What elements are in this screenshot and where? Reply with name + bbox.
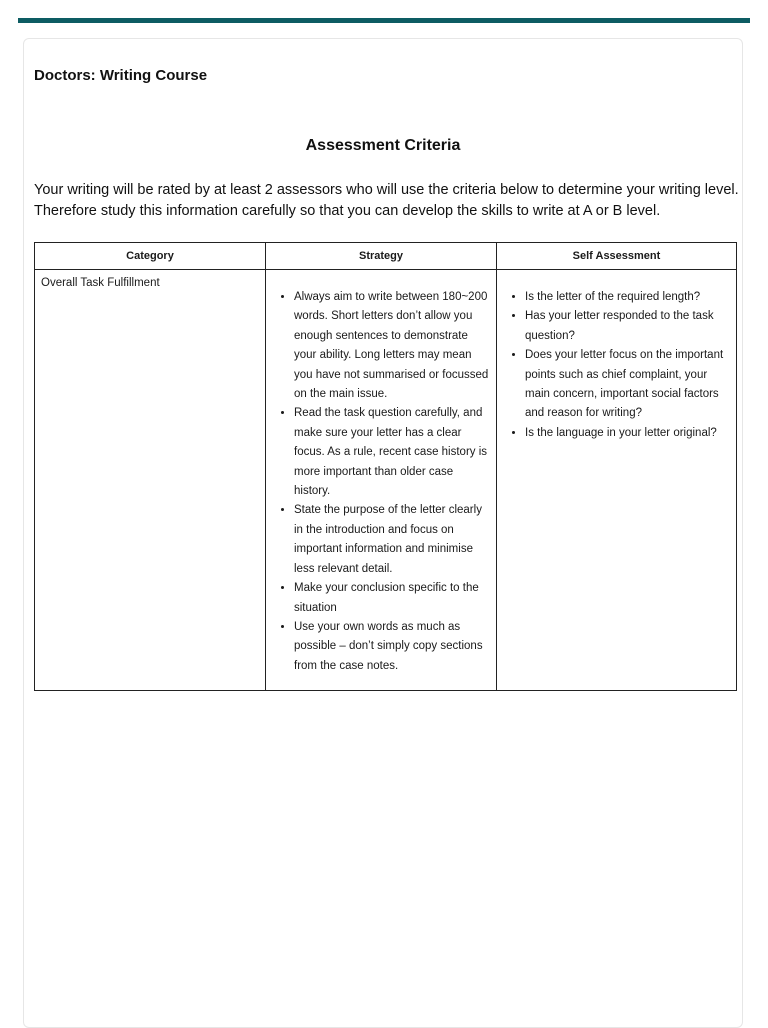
list-item: • Always aim to write between 180~200 words. Short letters don’t allow you enough sentences to demonstrate your ability. Long letters may mean you have not summarised or focussed on the main issue.: [294, 288, 490, 404]
list-item: • Use your own words as much as possible – don’t simply copy sections from the case notes.: [294, 618, 490, 676]
table-header-row: [35, 243, 737, 270]
cell-self-assessment: [497, 270, 737, 691]
list-item: • Make your conclusion specific to the situation: [294, 579, 490, 618]
strategy-list: [272, 288, 490, 676]
header-category: Category: [35, 243, 266, 270]
course-title: Doctors: Writing Course: [34, 67, 208, 84]
cell-strategy: [266, 270, 497, 691]
list-item: • State the purpose of the letter clearly in the introduction and focus on important information and minimise less relevant detail.: [294, 501, 490, 579]
header-strategy: Strategy: [266, 243, 497, 270]
document-card: [23, 38, 743, 1028]
list-item: • Is the language in your letter original?: [525, 424, 730, 443]
list-item: • Read the task question carefully, and make sure your letter has a clear focus. As a rule, recent case history is more important than older case history.: [294, 404, 490, 501]
top-accent-bar: [18, 18, 750, 23]
self-assessment-list: [503, 288, 730, 443]
list-item: • Does your letter focus on the important points such as chief complaint, your main concern, important social factors and reason for writing?: [525, 346, 730, 424]
header-self-assessment: Self Assessment: [497, 243, 737, 270]
criteria-table: [34, 242, 737, 691]
table-row: [35, 270, 737, 691]
cell-category: Overall Task Fulfillment: [35, 270, 266, 691]
intro-paragraph: Your writing will be rated by at least 2 assessors who will use the criteria below to determine your writing level. Therefore study this information carefully so that you can develop the skills to write at A or B level.: [34, 182, 739, 219]
section-heading: Assessment Criteria: [305, 137, 461, 154]
list-item: • Has your letter responded to the task question?: [525, 307, 730, 346]
list-item: • Is the letter of the required length?: [525, 288, 730, 307]
